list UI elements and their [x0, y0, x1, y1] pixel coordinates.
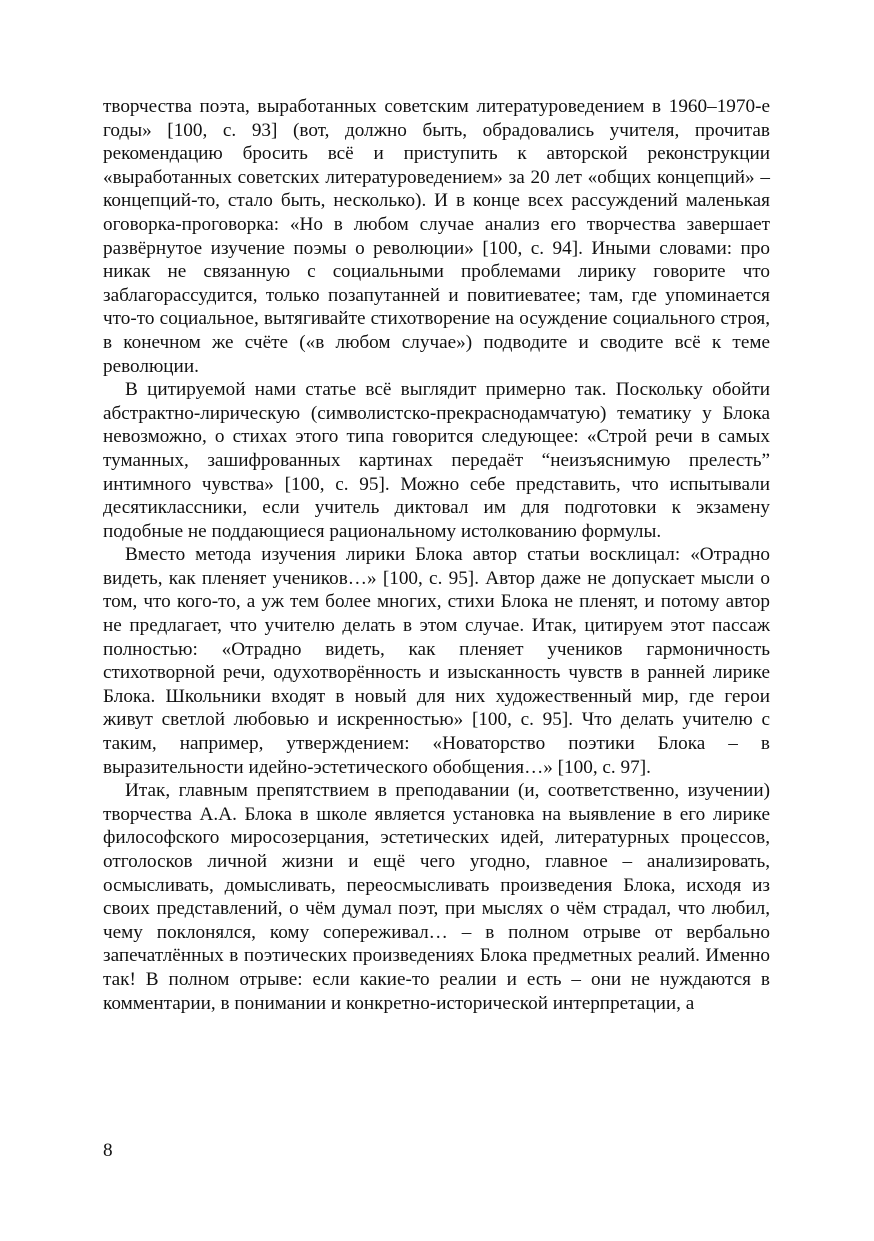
paragraph-2: В цитируемой нами статье всё выглядит примерно так. Поскольку обойти абстрактно-лирическую (символистско-прекраснодамчатую) тематику у Блока невозможно, о стихах этого типа говорится следующее: «Строй речи в самых туманных, зашифрованных картинах передаёт “неизъяснимую прелесть” интимного чувства» [100, с. 95]. Можно себе представить, что испытывали десятиклассники, если учитель диктовал им для подготовки к экзамену подобные не поддающиеся рациональному истолкованию формулы.	[103, 379, 770, 542]
page-number: 8	[103, 1140, 113, 1161]
paragraph-1: творчества поэта, выработанных советским литературоведением в 1960–1970-е годы» [100, с. 93] (вот, должно быть, обрадовались учителя, прочитав рекомендацию бросить всё и приступить к авторской реконструкции «выработанных советских литературоведением» за 20 лет «общих концепций» – концепций-то, стало быть, несколько). И в конце всех рассуждений маленькая оговорка-проговорка: «Но в любом случае анализ его творчества завершает развёрнутое изучение поэмы о революции» [100, с. 94]. Иными словами: про никак не связанную с социальными проблемами лирику говорите что заблагорассудится, только позапутанней и повитиеватее; там, где упоминается что-то социальное, вытягивайте стихотворение на осуждение социального строя, в конечном же счёте («в любом случае») подводите и сводите всё к теме революции.	[103, 96, 770, 377]
page-body	[103, 95, 770, 1015]
paragraph-3: Вместо метода изучения лирики Блока автор статьи восклицал: «Отрадно видеть, как пленяет учеников…» [100, с. 95]. Автор даже не допускает мысли о том, что кого-то, а уж тем более многих, стихи Блока не пленят, и потому автор не предлагает, что учителю делать в этом случае. Итак, цитируем этот пассаж полностью: «Отрадно видеть, как пленяет учеников гармоничность стихотворной речи, одухотворённость и изысканность чувств в ранней лирике Блока. Школьники входят в новый для них художественный мир, где герои живут светлой любовью и искренностью» [100, с. 95]. Что делать учителю с таким, например, утверждением: «Новаторство поэтики Блока – в выразительности идейно-эстетического обобщения…» [100, с. 97].	[103, 544, 770, 778]
paragraph-4: Итак, главным препятствием в преподавании (и, соответственно, изучении) творчества А.А. Блока в школе является установка на выявление в его лирике философского миросозерцания, эстетических идей, литературных процессов, отголосков личной жизни и ещё чего угодно, главное – анализировать, осмысливать, домысливать, переосмысливать произведения Блока, исходя из своих представлений, о чём думал поэт, при мыслях о чём страдал, что любил, чему поклонялся, кому сопереживал… – в полном отрыве от вербально запечатлённых в поэтических произведениях Блока предметных реалий. Именно так! В полном отрыве: если какие-то реалии и есть – они не нуждаются в комментарии, в понимании и конкретно-исторической интерпретации, а	[103, 780, 770, 1014]
